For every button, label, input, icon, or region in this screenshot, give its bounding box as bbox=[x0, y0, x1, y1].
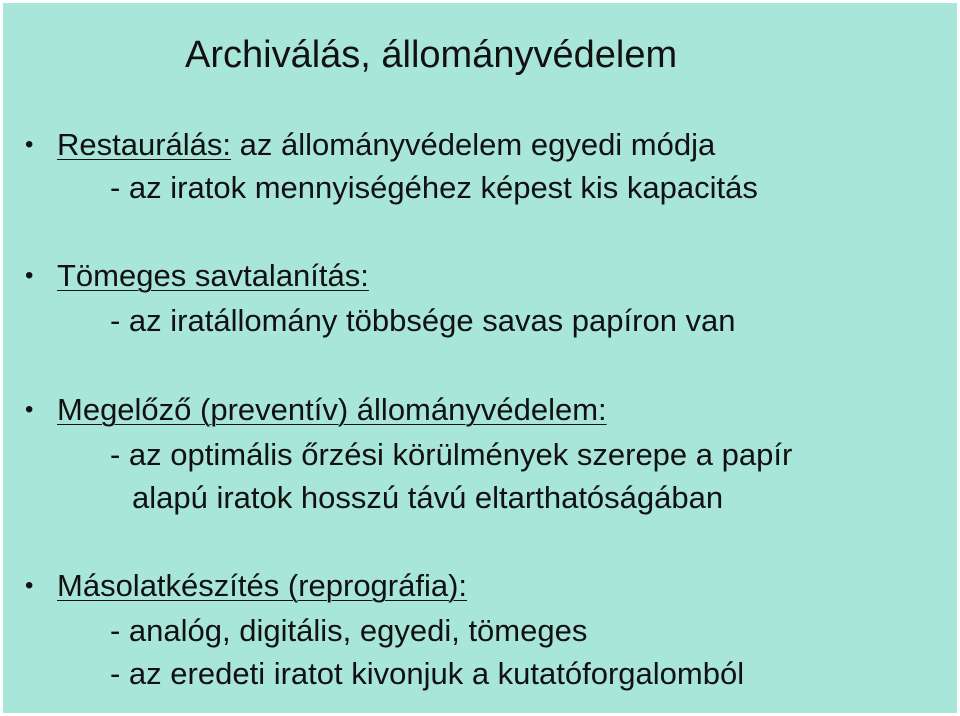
bullet-item-savtalanitas bbox=[25, 256, 369, 296]
bullet-icon: • bbox=[25, 131, 34, 158]
sub-line: - az eredeti iratot kivonjuk a kutatóforgalomból bbox=[110, 656, 745, 691]
bullet-item-restauralas bbox=[25, 125, 715, 165]
bullet-icon: • bbox=[25, 396, 34, 423]
sub-line: - analóg, digitális, egyedi, tömeges bbox=[110, 613, 588, 648]
bullet-item-masolatkeszites bbox=[25, 566, 467, 606]
bullet-heading-rest: az állományvédelem egyedi módja bbox=[231, 127, 716, 162]
slide-title: Archiválás, állományvédelem bbox=[185, 34, 678, 76]
bullet-heading: Másolatkészítés (reprográfia): bbox=[57, 568, 468, 603]
bullet-heading: Megelőző (preventív) állományvédelem: bbox=[57, 392, 607, 427]
sub-line: - az iratállomány többsége savas papíron van bbox=[110, 303, 736, 338]
sub-line: - az optimális őrzési körülmények szerepe a papír bbox=[110, 437, 793, 472]
bullet-heading: Tömeges savtalanítás: bbox=[57, 258, 369, 293]
sub-line: - az iratok mennyiségéhez képest kis kapacitás bbox=[110, 170, 758, 205]
bullet-item-megelozo bbox=[25, 390, 607, 430]
bullet-icon: • bbox=[25, 262, 34, 289]
bullet-icon: • bbox=[25, 572, 34, 599]
bullet-heading: Restaurálás: bbox=[57, 127, 232, 162]
sub-line: alapú iratok hosszú távú eltarthatóságában bbox=[132, 480, 724, 515]
slide bbox=[3, 3, 957, 713]
